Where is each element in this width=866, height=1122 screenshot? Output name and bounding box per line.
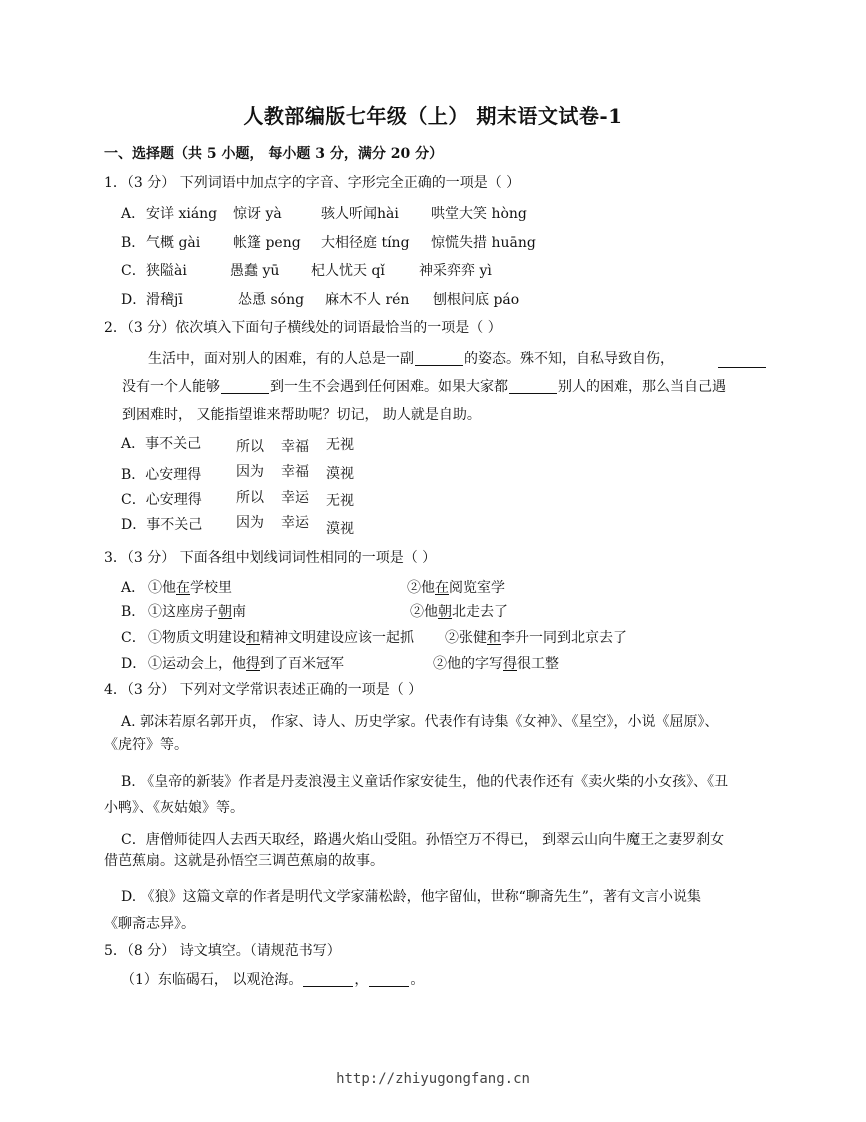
question-4-option-c-line-2: 借芭蕉扇。这就是孙悟空三调芭蕉扇的故事。 xyxy=(104,853,384,869)
underlined-word: 朝 xyxy=(218,604,232,620)
option-word: 幸运 xyxy=(281,515,309,531)
option-word: 因为 xyxy=(236,515,264,531)
question-3-stem: 3．（3 分） 下面各组中划线词词性相同的一项是（ ） xyxy=(104,550,437,566)
option-word: 刨根问底 páo xyxy=(433,292,520,308)
question-5-item-1: （1）东临碣石， 以观沧海。 ， 。 xyxy=(121,972,425,988)
passage-text: 没有一个人能够 xyxy=(122,379,220,395)
option-word: 无视 xyxy=(326,493,354,509)
passage-text: 别人的困难，那么当自己遇 xyxy=(558,379,726,395)
passage-line-2 xyxy=(122,376,726,396)
option-label: A． xyxy=(121,206,146,222)
underlined-word: 在 xyxy=(176,580,190,596)
option-label: C． xyxy=(121,263,146,279)
sentence-2: ②他朝北走去了 xyxy=(410,604,508,620)
option-label: D． xyxy=(121,656,147,672)
question-4-option-a-line-2: 《虎符》等。 xyxy=(104,737,188,753)
sentence-1: ①物质文明建设和精神文明建设应该一起抓 xyxy=(148,630,414,646)
option-word: 麻木不人 rén xyxy=(325,292,410,308)
option-word: 大相径庭 tíng xyxy=(321,235,410,251)
option-word: 狭隘ài xyxy=(146,263,187,279)
sentence-1: ①他在学校里 xyxy=(148,580,232,596)
option-word: 无视 xyxy=(326,437,354,453)
option-word: 惊慌失措 huāng xyxy=(431,235,536,251)
sentence-1: ①运动会上，他得到了百米冠军 xyxy=(148,656,344,672)
option-word: 骇人听闻hài xyxy=(321,206,399,222)
option-word: 杞人忧天 qǐ xyxy=(311,263,385,279)
fill-blank[interactable] xyxy=(369,972,409,987)
underlined-word: 得 xyxy=(246,656,260,672)
option-word: 漠视 xyxy=(326,521,354,537)
option-word: 幸福 xyxy=(281,464,309,480)
question-5-stem: 5．（8 分） 诗文填空。（请规范书写） xyxy=(104,943,341,959)
option-label: D．事不关己 xyxy=(121,517,203,533)
option-label: A．事不关己 xyxy=(121,436,202,452)
underlined-word: 朝 xyxy=(438,604,452,620)
question-4-option-d-line-2: 《聊斋志异》。 xyxy=(104,916,195,932)
section-heading: 一、选择题（共 5 小题， 每小题 3 分，满分 20 分） xyxy=(104,146,444,162)
option-word: 怂恿 sóng xyxy=(238,292,305,308)
passage-text: 生活中，面对别人的困难，有的人总是一副 xyxy=(148,351,414,367)
question-4-option-c-line-1: C．唐僧师徒四人去西天取经，路遇火焰山受阻。孙悟空万不得已， 到翠云山向牛魔王之妻罗刹女 xyxy=(121,832,725,848)
option-word: 所以 xyxy=(236,490,264,506)
passage-line-1 xyxy=(148,348,674,368)
passage-line-3: 到困难时， 又能指望谁来帮助呢？切记， 助人就是自助。 xyxy=(122,407,481,423)
option-label: D． xyxy=(121,292,147,308)
option-label: B．心安理得 xyxy=(121,467,202,483)
option-label: A． xyxy=(121,580,146,596)
option-label: C． xyxy=(121,630,146,646)
option-word: 哄堂大笑 hòng xyxy=(431,206,527,222)
option-word: 滑稽jī xyxy=(146,292,183,308)
fill-blank[interactable] xyxy=(509,379,557,394)
option-word: 漠视 xyxy=(326,466,354,482)
fill-blank[interactable] xyxy=(415,351,463,366)
passage-text: 到一生不会遇到任何困难。如果大家都 xyxy=(270,379,508,395)
sentence-2: ②张健和李升一同到北京去了 xyxy=(445,630,627,646)
option-word: 气概 gài xyxy=(146,235,201,251)
question-2-stem: 2．（3 分）依次填入下面句子横线处的词语最恰当的一项是（ ） xyxy=(104,320,502,336)
option-label: B． xyxy=(121,235,146,251)
question-4-option-d-line-1: D. 《狼》这篇文章的作者是明代文学家蒲松龄，他字留仙，世称“聊斋先生”，著有文言小说集 xyxy=(121,889,701,905)
option-word: 神采弈弈 yì xyxy=(419,263,492,279)
option-word: 惊讶 yà xyxy=(233,206,282,222)
question-4-option-b-line-2: 小鸭》、《灰姑娘》等。 xyxy=(104,800,244,816)
underlined-word: 和 xyxy=(246,630,260,646)
option-word: 帐篷 peng xyxy=(233,235,301,251)
option-word: 所以 xyxy=(236,439,264,455)
footer-url[interactable]: http://zhiyugongfang.cn xyxy=(336,1071,530,1087)
question-4-option-a-line-1: A. 郭沫若原名郭开贞， 作家、诗人、历史学家。代表作有诗集《女神》、《星空》，小说《屈原》、 xyxy=(121,714,719,730)
option-label: B． xyxy=(121,604,146,620)
question-4-option-b-line-1: B. 《皇帝的新装》作者是丹麦浪漫主义童话作家安徒生，他的代表作还有《卖火柴的小女孩》、《丑 xyxy=(121,774,729,790)
fill-blank[interactable] xyxy=(221,379,269,394)
option-word: 因为 xyxy=(236,464,264,480)
sentence-2: ②他在阅览室学 xyxy=(407,580,505,596)
option-word: 幸运 xyxy=(281,490,309,506)
sentence-2: ②他的字写得很工整 xyxy=(433,656,559,672)
option-word: 安详 xiáng xyxy=(146,206,218,222)
option-label: C．心安理得 xyxy=(121,492,202,508)
fill-blank[interactable] xyxy=(303,972,353,987)
sentence-1: ①这座房子朝南 xyxy=(148,604,246,620)
page-title: 人教部编版七年级（上） 期末语文试卷-1 xyxy=(243,104,623,128)
underlined-word: 在 xyxy=(435,580,449,596)
question-1-stem: 1．（3 分） 下列词语中加点字的字音、字形完全正确的一项是（ ） xyxy=(104,175,521,191)
passage-text: 的姿态。殊不知，自私导致自伤， xyxy=(464,351,674,367)
underlined-word: 和 xyxy=(487,630,501,646)
question-4-stem: 4．（3 分） 下列对文学常识表述正确的一项是（ ） xyxy=(104,682,423,698)
underlined-word: 得 xyxy=(503,656,517,672)
fill-blank[interactable] xyxy=(717,350,767,369)
option-word: 愚蠢 yū xyxy=(230,263,280,279)
option-word: 幸福 xyxy=(281,439,309,455)
